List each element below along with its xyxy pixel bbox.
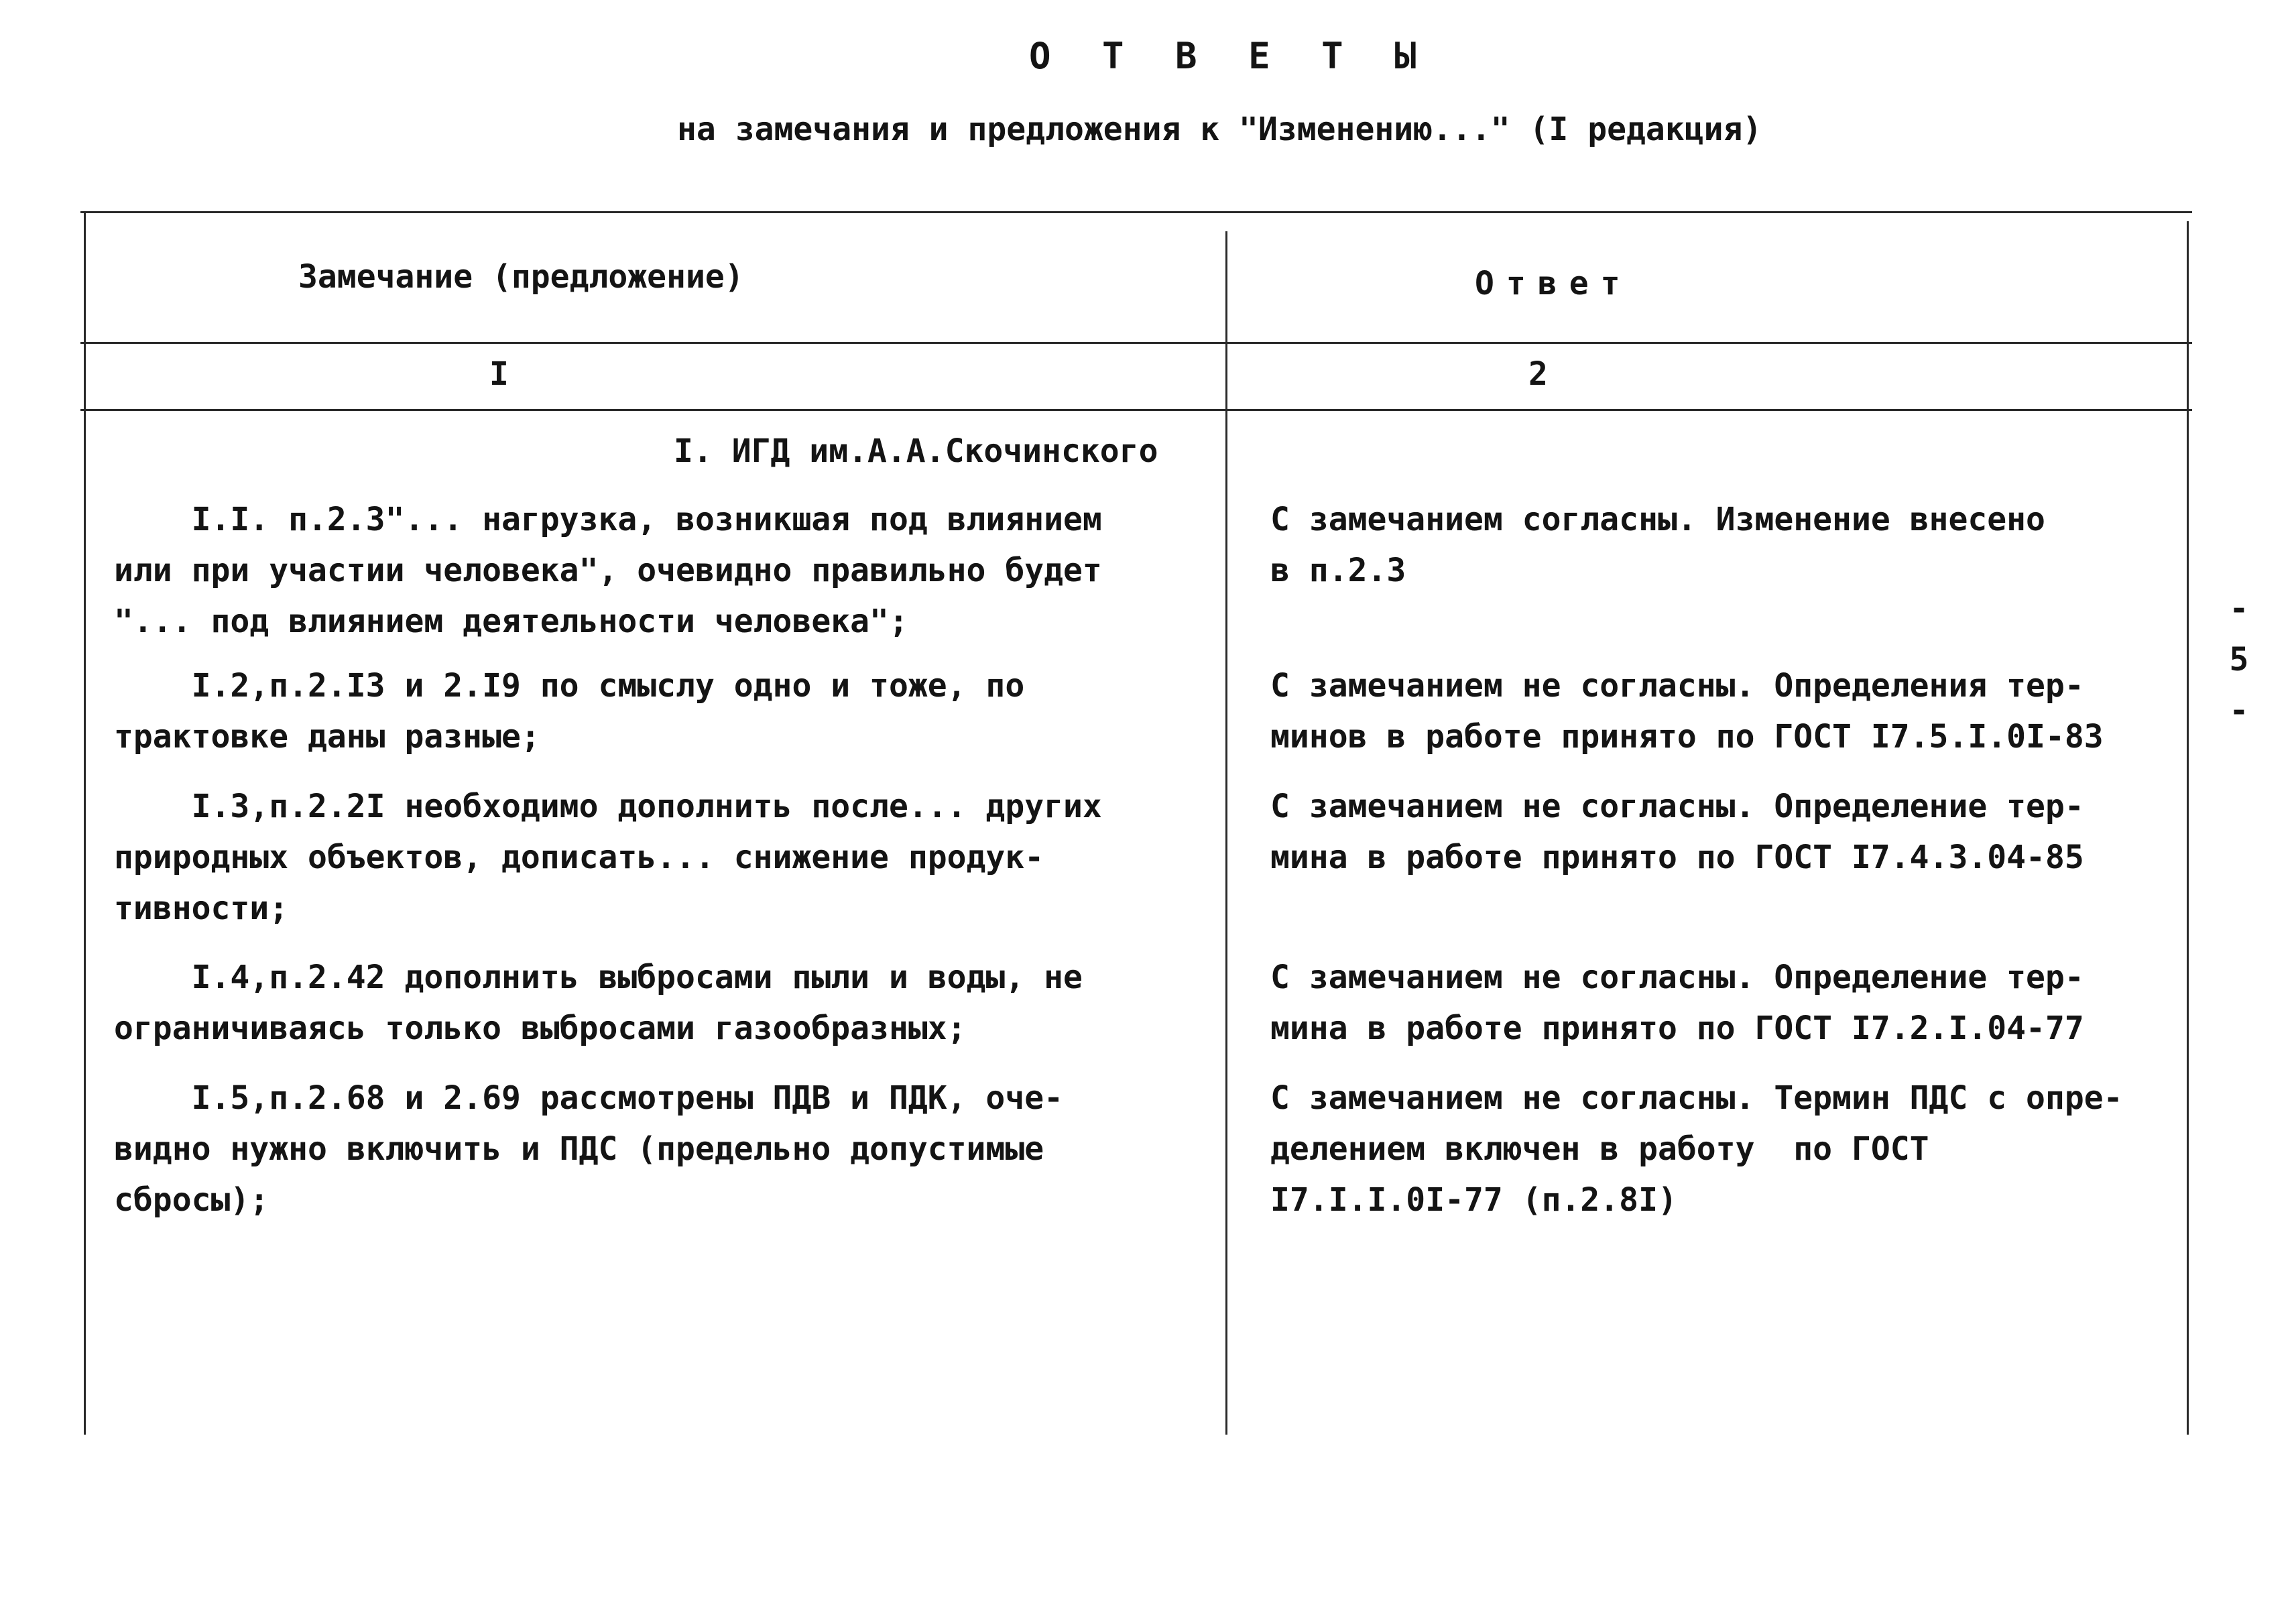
section-title: I. ИГД им.А.А.Скочинского [674, 432, 1158, 470]
remark-column-header: Замечание (предложение) [298, 258, 744, 296]
answer-cell: С замечанием не согласны. Определение тер- мина в работе принято по ГОСТ I7.2.I.04-77 [1270, 959, 2084, 1047]
table-number-divider [80, 409, 2192, 411]
table-top-border [80, 211, 2192, 213]
answer-cell: С замечанием не согласны. Определение тер- мина в работе принято по ГОСТ I7.4.3.04-85 [1270, 788, 2084, 876]
answer-column-header: Ответ [1475, 265, 1632, 302]
remark-cell: I.2,п.2.I3 и 2.I9 по смыслу одно и тоже, по трактовке даны разные; [114, 667, 1025, 756]
remark-column-number: I [489, 355, 509, 393]
table-middle-border [1225, 231, 1227, 1435]
table-header-divider [80, 342, 2192, 344]
remark-cell: I.5,п.2.68 и 2.69 рассмотрены ПДВ и ПДК, оче- видно нужно включить и ПДС (предельно допустимые сбросы); [114, 1079, 1064, 1219]
remark-cell: I.I. п.2.3"... нагрузка, возникшая под влиянием или при участии человека", очевидно правильно будет "... под влиянием деятельности человека"; [114, 501, 1102, 640]
answer-cell: С замечанием не согласны. Определения тер- минов в работе принято по ГОСТ I7.5.I.0I-83 [1270, 667, 2104, 756]
answer-cell: С замечанием согласны. Изменение внесено в п.2.3 [1270, 501, 2045, 589]
document-title: О Т В Е Т Ы [1029, 35, 1431, 77]
remark-cell: I.3,п.2.2I необходимо дополнить после... других природных объектов, дописать... снижение продук- тивности; [114, 788, 1102, 927]
table-left-border [84, 211, 86, 1435]
document-subtitle: на замечания и предложения к "Изменению..." (I редакция) [677, 111, 1762, 148]
answer-column-number: 2 [1528, 355, 1548, 393]
remark-cell: I.4,п.2.42 дополнить выбросами пыли и воды, не ограничиваясь только выбросами газообразных; [114, 959, 1083, 1047]
table-right-border [2187, 221, 2189, 1435]
answer-cell: С замечанием не согласны. Термин ПДС с опре- делением включен в работу по ГОСТ I7.I.I.0I-77 (п.2.8I) [1270, 1079, 2123, 1219]
page-number: - 5 - [2229, 590, 2249, 729]
